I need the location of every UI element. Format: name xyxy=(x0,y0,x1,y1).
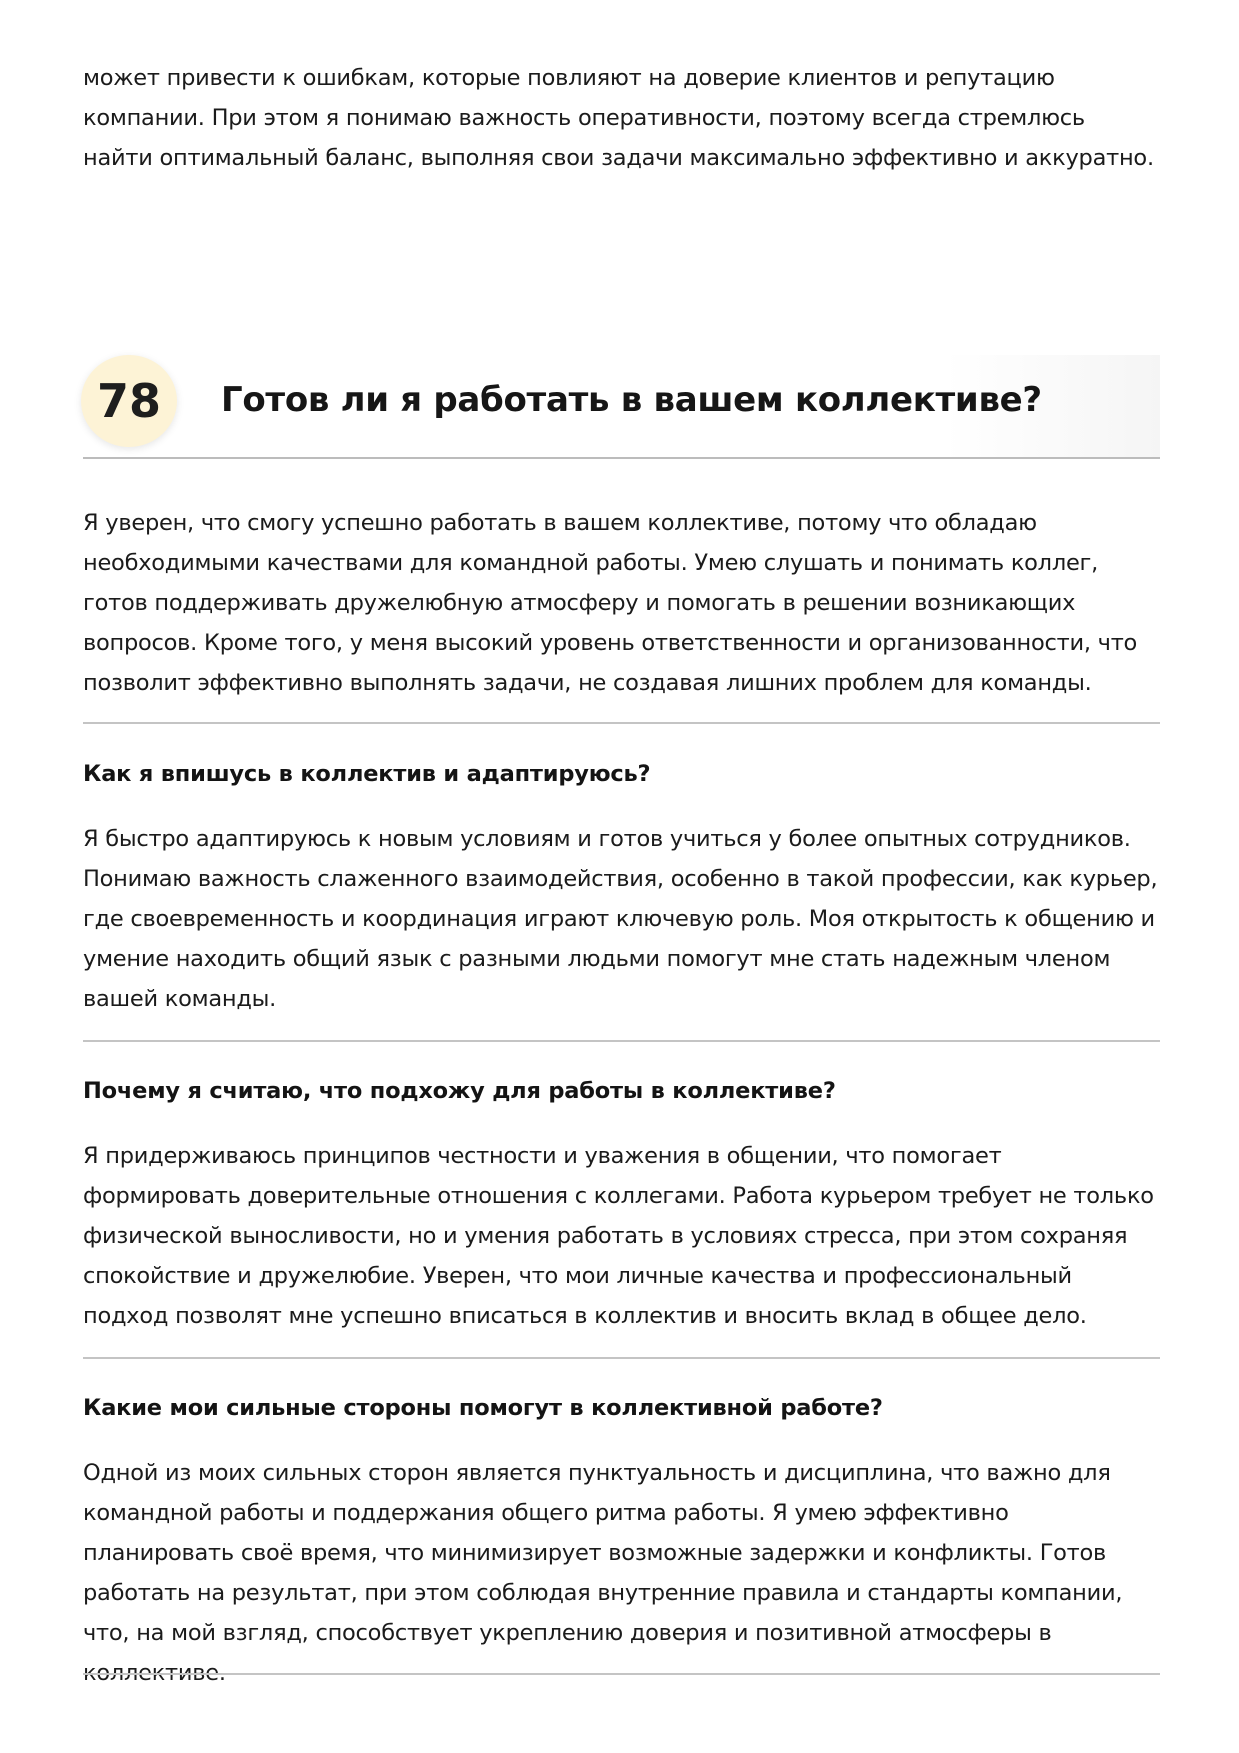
sub-question-title: Почему я считаю, что подхожу для работы в коллективе? xyxy=(83,1078,836,1104)
question-title: Готов ли я работать в вашем коллективе? xyxy=(221,380,1042,420)
sub-question-answer: Я придерживаюсь принципов честности и уважения в общении, что помогает формировать доверительные отношения с коллегами. Работа курьером требует не только физической выносливости, но и умения работать в условиях стресса, при этом сохраняя спокойствие и дружелюбие. Уверен, что мои личные качества и профессиональный подход позволят мне успешно вписаться в коллектив и вносить вклад в общее дело. xyxy=(83,1143,1154,1329)
sub-question-answer: Я быстро адаптируюсь к новым условиям и готов учиться у более опытных сотрудников. Понимаю важность слаженного взаимодействия, особенно в такой профессии, как курьер, где своевременность и координация играют ключевую роль. Моя открытость к общению и умение находить общий язык с разными людьми помогут мне стать надежным членом вашей команды. xyxy=(83,826,1158,1012)
sub-question-title: Как я впишусь в коллектив и адаптируюсь? xyxy=(83,761,651,787)
question-number-badge: 78 xyxy=(81,355,177,447)
section-divider xyxy=(83,1673,1160,1675)
section-divider xyxy=(83,1040,1160,1042)
question-answer: Я уверен, что смогу успешно работать в вашем коллективе, потому что обладаю необходимыми качествами для командной работы. Умею слушать и понимать коллег, готов поддерживать дружелюбную атмосферу и помогать в решении возникающих вопросов. Кроме того, у меня высокий уровень ответственности и организованности, что позволит эффективно выполнять задачи, не создавая лишних проблем для команды. xyxy=(83,510,1138,696)
section-divider xyxy=(83,1357,1160,1359)
section-divider xyxy=(83,722,1160,724)
sub-question-answer: Одной из моих сильных сторон является пунктуальность и дисциплина, что важно для командной работы и поддержания общего ритма работы. Я умею эффективно планировать своё время, что минимизирует возможные задержки и конфликты. Готов работать на результат, при этом соблюдая внутренние правила и стандарты компании, что, на мой взгляд, способствует укреплению доверия и позитивной атмосферы в коллективе. xyxy=(83,1460,1123,1686)
question-header xyxy=(83,355,1160,459)
sub-question-title: Какие мои сильные стороны помогут в коллективной работе? xyxy=(83,1395,883,1421)
intro-paragraph: может привести к ошибкам, которые повлияют на доверие клиентов и репутацию компании. При этом я понимаю важность оперативности, поэтому всегда стремлюсь найти оптимальный баланс, выполняя свои задачи максимально эффективно и аккуратно. xyxy=(83,65,1154,171)
